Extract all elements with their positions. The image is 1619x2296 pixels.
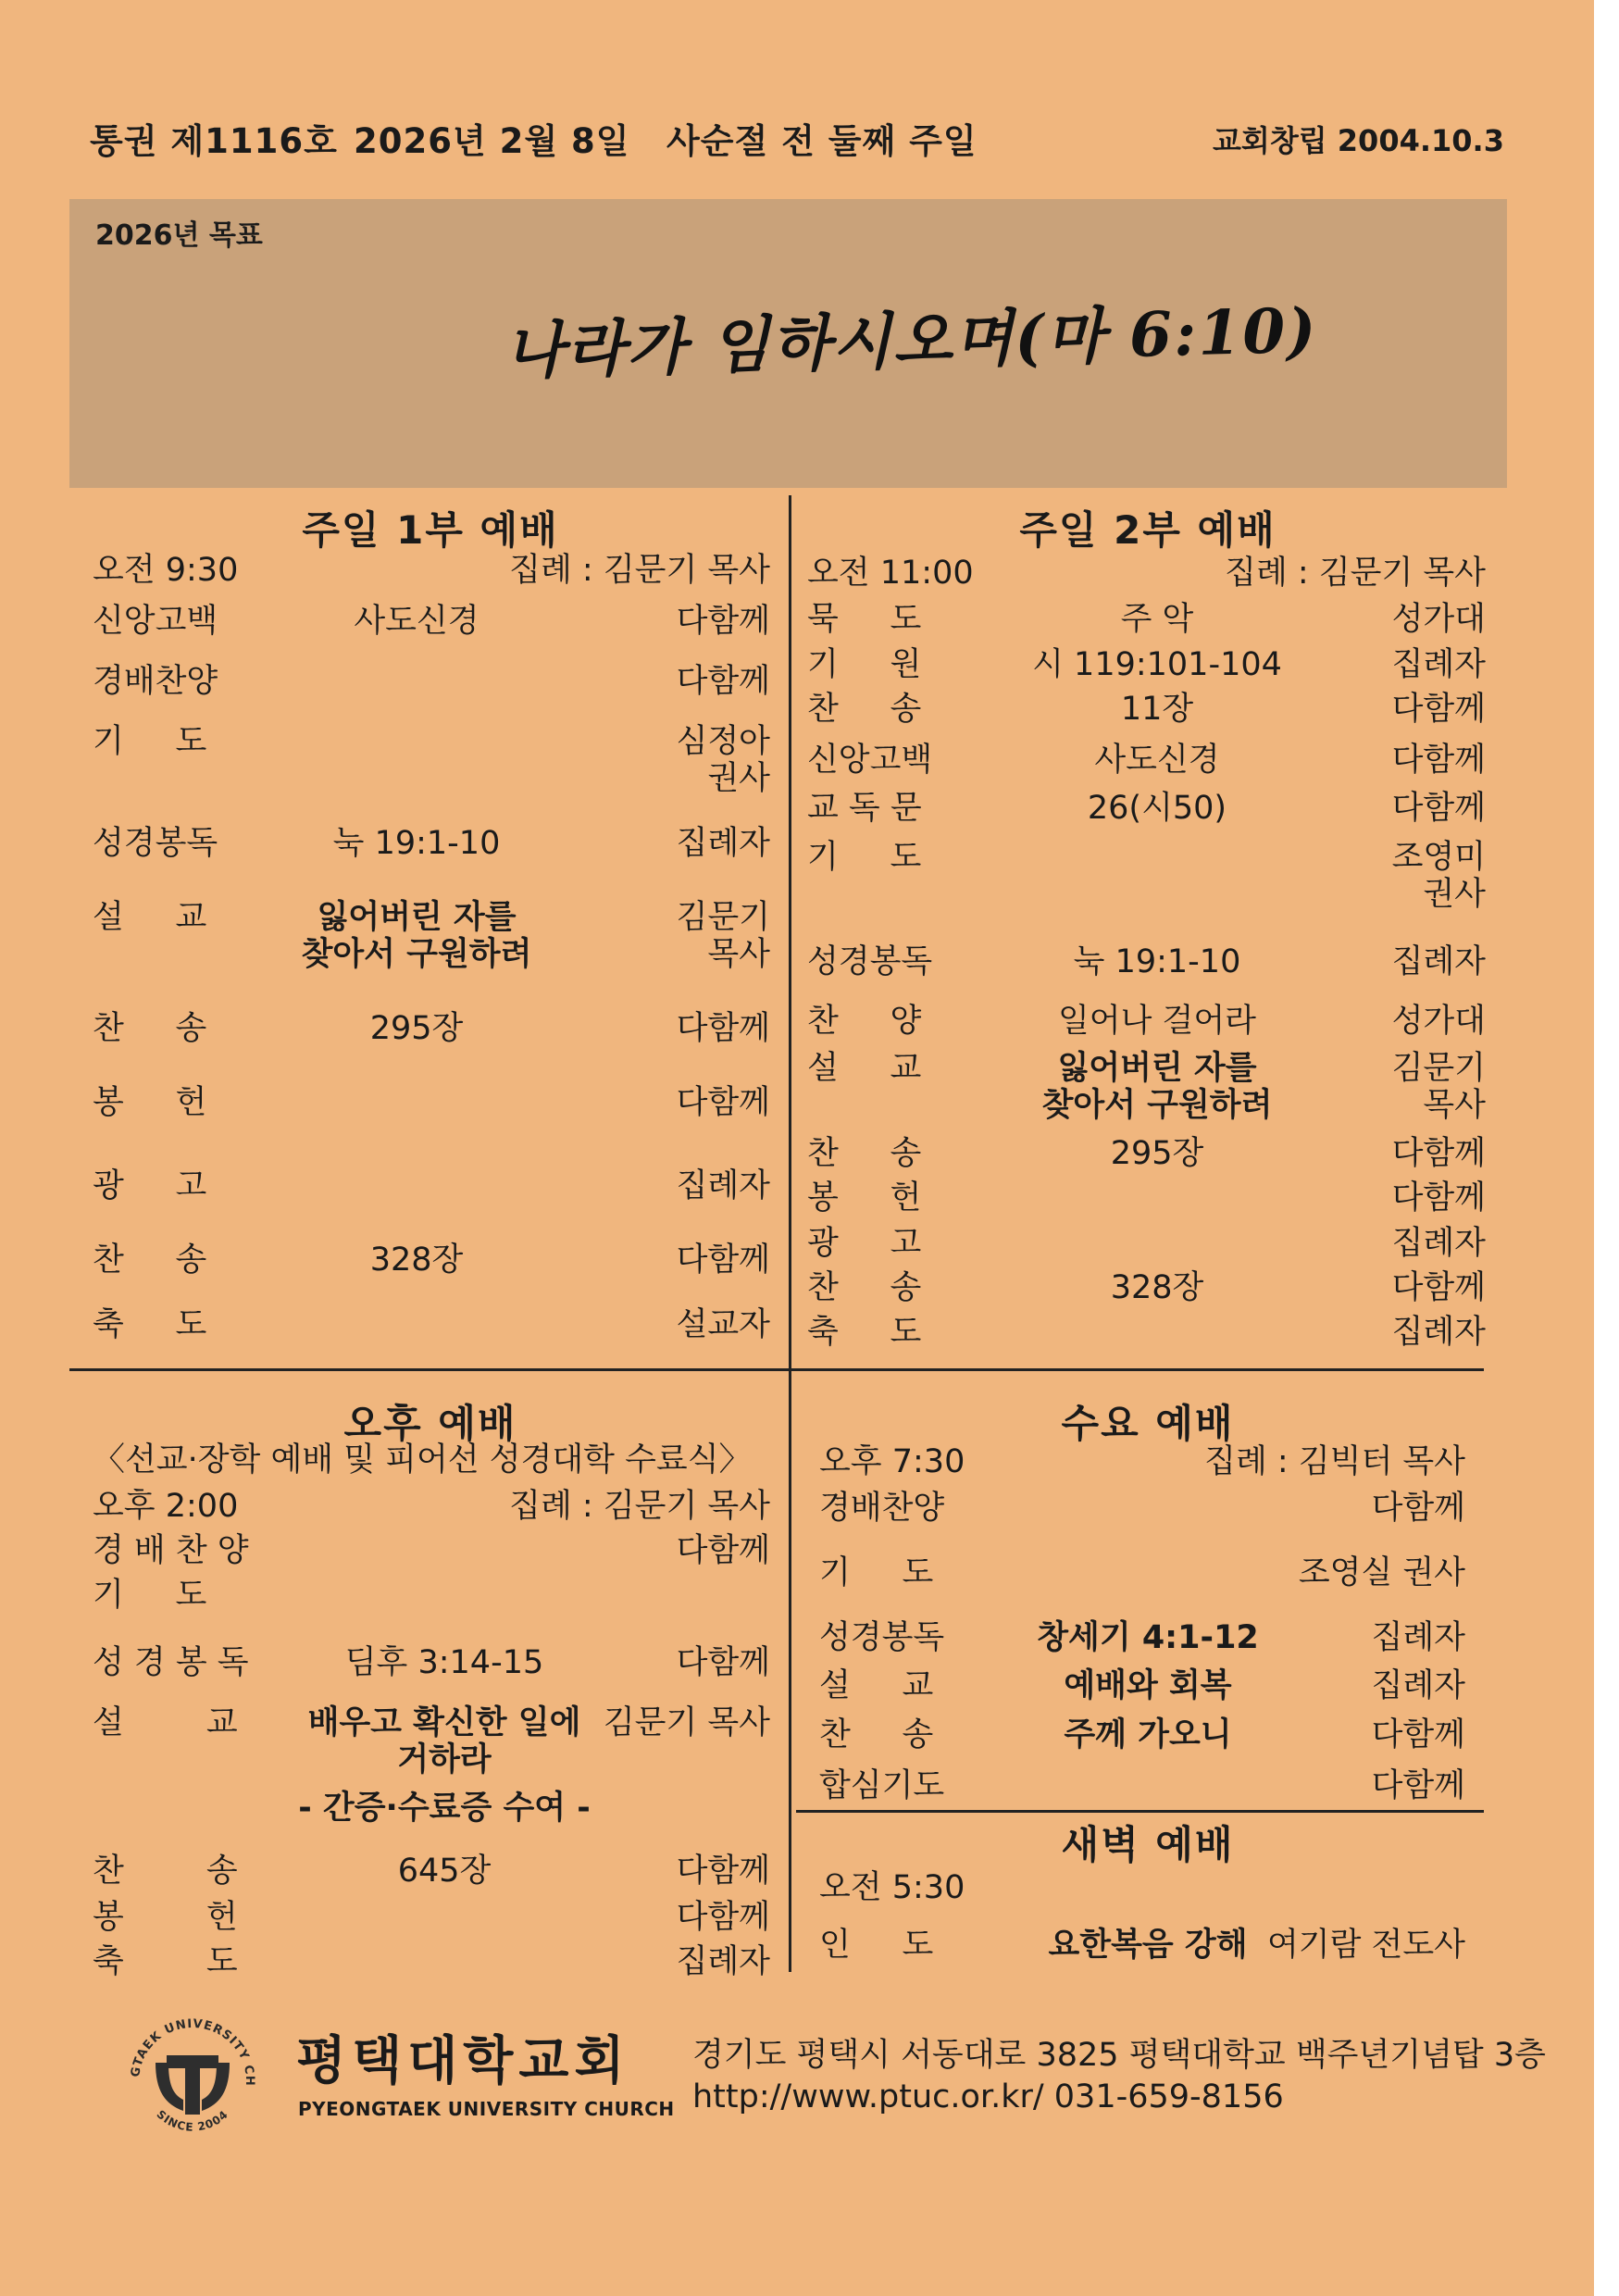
order-item-content: 잃어버린 자를 <box>1057 1050 1257 1087</box>
order-item-content: 328장 <box>369 1242 464 1279</box>
order-item-leader: 여기람 전도사 <box>1267 1927 1465 1964</box>
order-item-name: 봉 헌 <box>93 1899 238 1936</box>
order-item-name: 찬 양 <box>807 1003 922 1040</box>
order-item-name: 축 도 <box>93 1306 207 1343</box>
service-title: 주일 2부 예배 <box>1019 507 1277 553</box>
order-item-name: 기 도 <box>807 839 922 876</box>
order-item-content: 328장 <box>1110 1269 1204 1306</box>
order-item-leader: 다함께 <box>1391 742 1486 779</box>
service-time: 오후 2:00 <box>93 1488 239 1525</box>
order-item-leader: 다함께 <box>676 1853 770 1890</box>
order-item-leader: 심정아 <box>676 723 770 760</box>
order-item-leader: 다함께 <box>676 1084 770 1121</box>
order-item-content: 주 악 <box>1120 601 1194 638</box>
order-item-leader: 집례자 <box>1391 943 1486 980</box>
service-subtitle: 〈선교·장학 예배 및 피어선 성경대학 수료식〉 <box>93 1441 752 1479</box>
column-divider-lower <box>789 1370 791 1972</box>
order-item-leader: 성가대 <box>1391 601 1486 638</box>
order-item-leader: 설교자 <box>676 1306 770 1343</box>
seal-text-bottom: SINCE 2004 <box>154 2107 231 2134</box>
order-item-leader: 다함께 <box>1371 1490 1465 1527</box>
order-item-leader: 다함께 <box>1391 1179 1486 1217</box>
order-item-content: 창세기 4:1-12 <box>1037 1619 1259 1656</box>
order-item-name: 찬 송 <box>807 691 922 728</box>
order-item-name: 축 도 <box>93 1943 238 1980</box>
order-item-name: 봉 헌 <box>807 1179 922 1217</box>
order-item-name: 기 도 <box>819 1554 934 1591</box>
church-name-korean: 평택대학교회 <box>296 2031 630 2091</box>
order-item-name: 성경봉독 <box>93 825 218 862</box>
order-item-name: 축 도 <box>807 1314 922 1351</box>
bulletin-date: 2026년 2월 8일 <box>354 121 630 161</box>
order-item-leader: 집례자 <box>1371 1619 1465 1656</box>
goal-motto: 나라가 임하시오며(마 6:10) <box>504 293 1319 388</box>
column-divider <box>789 495 791 1370</box>
order-item-leader: 집례자 <box>1391 1314 1486 1351</box>
service-title: 수요 예배 <box>1061 1401 1235 1446</box>
order-item-name: 기 원 <box>807 646 922 683</box>
order-item-content: 645장 <box>397 1853 492 1890</box>
order-item-name: 경배찬양 <box>819 1490 945 1527</box>
service-title: 오후 예배 <box>343 1401 517 1446</box>
service-time: 오전 5:30 <box>819 1869 965 1906</box>
order-item-leader: 다함께 <box>676 603 770 640</box>
order-item-content: 주께 가오니 <box>1064 1716 1232 1753</box>
order-item-name: 찬 송 <box>819 1716 934 1753</box>
order-item-name: 신앙고백 <box>807 742 933 779</box>
order-item-content: 찾아서 구원하려 <box>301 936 532 973</box>
order-item-name: 성 경 봉 독 <box>93 1644 249 1681</box>
order-item-name: 교 독 문 <box>807 790 922 827</box>
order-item-name: 인 도 <box>819 1927 934 1964</box>
order-item-content: 잃어버린 자를 <box>317 899 517 936</box>
order-item-content: 거하라 <box>397 1741 492 1778</box>
order-item-content: - 간증·수료증 수여 - <box>298 1790 591 1827</box>
order-item-leader: 다함께 <box>676 1644 770 1681</box>
order-item-content: 295장 <box>369 1010 464 1047</box>
annual-goal-banner <box>69 199 1507 488</box>
service-officiant: 집례 : 김빅터 목사 <box>1204 1443 1465 1480</box>
service-title: 주일 1부 예배 <box>302 507 559 553</box>
order-item-leader: 집례자 <box>676 825 770 862</box>
order-item-leader: 집례자 <box>676 1167 770 1204</box>
order-item-leader: 김문기 <box>676 899 770 936</box>
order-item-content: 배우고 확신한 일에 <box>307 1704 581 1741</box>
church-founded: 교회창립 2004.10.3 <box>1213 123 1504 158</box>
order-item-name: 찬 송 <box>93 1853 238 1890</box>
order-item-leader: 다함께 <box>1391 691 1486 728</box>
order-item-leader: 다함께 <box>1391 790 1486 827</box>
liturgical-season: 사순절 전 둘째 주일 <box>666 121 978 161</box>
order-item-content: 예배와 회복 <box>1064 1667 1232 1704</box>
church-name-english: PYEONGTAEK UNIVERSITY CHURCH <box>298 2098 675 2120</box>
order-item-leader: 다함께 <box>676 1532 770 1569</box>
service-officiant: 집례 : 김문기 목사 <box>509 552 770 589</box>
section-divider-dawn <box>796 1810 1484 1813</box>
order-item-name: 설 교 <box>93 899 207 936</box>
order-item-leader: 권사 <box>707 760 770 797</box>
order-item-leader: 다함께 <box>676 1242 770 1279</box>
order-item-leader: 조영미 <box>1391 839 1486 876</box>
seal-text-top: GTAEK UNIVERSITY CH <box>129 2016 257 2087</box>
order-item-name: 찬 송 <box>93 1242 207 1279</box>
order-item-name: 신앙고백 <box>93 603 218 640</box>
order-item-content: 딤후 3:14-15 <box>344 1644 544 1681</box>
order-item-content: 사도신경 <box>354 603 479 640</box>
order-item-leader: 성가대 <box>1391 1003 1486 1040</box>
order-item-content: 요한복음 강해 <box>1048 1927 1248 1964</box>
order-item-leader: 집례자 <box>1371 1667 1465 1704</box>
service-title: 새벽 예배 <box>1061 1822 1235 1867</box>
order-item-name: 경 배 찬 양 <box>93 1532 249 1569</box>
order-item-name: 성경봉독 <box>807 943 933 980</box>
order-item-name: 찬 송 <box>807 1135 922 1172</box>
order-item-name: 묵 도 <box>807 601 922 638</box>
order-item-leader: 집례자 <box>1391 646 1486 683</box>
order-item-content: 26(시50) <box>1087 790 1227 827</box>
order-item-name: 경배찬양 <box>93 663 218 700</box>
section-divider-left <box>69 1368 790 1371</box>
service-officiant: 집례 : 김문기 목사 <box>1225 555 1486 592</box>
order-item-content: 사도신경 <box>1094 742 1220 779</box>
order-item-content: 일어나 걸어라 <box>1058 1003 1256 1040</box>
church-contact: http://www.ptuc.or.kr/ 031-659-8156 <box>692 2078 1284 2115</box>
order-item-leader: 집례자 <box>676 1943 770 1980</box>
order-item-name: 기 도 <box>93 1577 207 1614</box>
order-item-name: 봉 헌 <box>93 1084 207 1121</box>
service-time: 오후 7:30 <box>819 1443 965 1480</box>
order-item-content: 눅 19:1-10 <box>332 825 501 862</box>
order-item-name: 설 교 <box>819 1667 934 1704</box>
order-item-leader: 다함께 <box>1371 1767 1465 1804</box>
order-item-name: 광 고 <box>93 1167 207 1204</box>
service-time: 오전 11:00 <box>807 555 974 592</box>
order-item-name: 기 도 <box>93 723 207 760</box>
order-item-content: 295장 <box>1110 1135 1204 1172</box>
church-address: 경기도 평택시 서동대로 3825 평택대학교 백주년기념탑 3층 <box>692 2037 1546 2074</box>
order-item-leader: 다함께 <box>1371 1716 1465 1753</box>
order-item-name: 광 고 <box>807 1225 922 1262</box>
service-time: 오전 9:30 <box>93 552 239 589</box>
order-item-content: 눅 19:1-10 <box>1073 943 1241 980</box>
order-item-leader: 다함께 <box>676 663 770 700</box>
order-item-content: 11장 <box>1120 691 1194 728</box>
church-seal-logo <box>118 2007 267 2155</box>
order-item-leader: 김문기 목사 <box>603 1704 770 1741</box>
section-divider-right <box>790 1368 1484 1371</box>
order-item-leader: 목사 <box>1423 1087 1486 1124</box>
order-item-leader: 목사 <box>707 936 770 973</box>
order-item-leader: 조영실 권사 <box>1298 1554 1465 1591</box>
order-item-leader: 다함께 <box>1391 1269 1486 1306</box>
order-item-leader: 집례자 <box>1391 1225 1486 1262</box>
order-item-leader: 다함께 <box>676 1899 770 1936</box>
order-item-leader: 다함께 <box>676 1010 770 1047</box>
order-item-name: 성경봉독 <box>819 1619 945 1656</box>
order-item-content: 시 119:101-104 <box>1032 646 1282 683</box>
goal-label: 2026년 목표 <box>95 219 263 252</box>
issue-number: 통권 제1116호 <box>90 121 338 161</box>
order-item-leader: 권사 <box>1423 876 1486 913</box>
order-item-name: 찬 송 <box>807 1269 922 1306</box>
order-item-content: 찾아서 구원하려 <box>1041 1087 1273 1124</box>
order-item-name: 찬 송 <box>93 1010 207 1047</box>
order-item-name: 설 교 <box>93 1704 238 1741</box>
service-officiant: 집례 : 김문기 목사 <box>509 1488 770 1525</box>
order-item-name: 설 교 <box>807 1050 922 1087</box>
order-item-leader: 다함께 <box>1391 1135 1486 1172</box>
order-item-leader: 김문기 <box>1391 1050 1486 1087</box>
order-item-name: 합심기도 <box>819 1767 945 1804</box>
